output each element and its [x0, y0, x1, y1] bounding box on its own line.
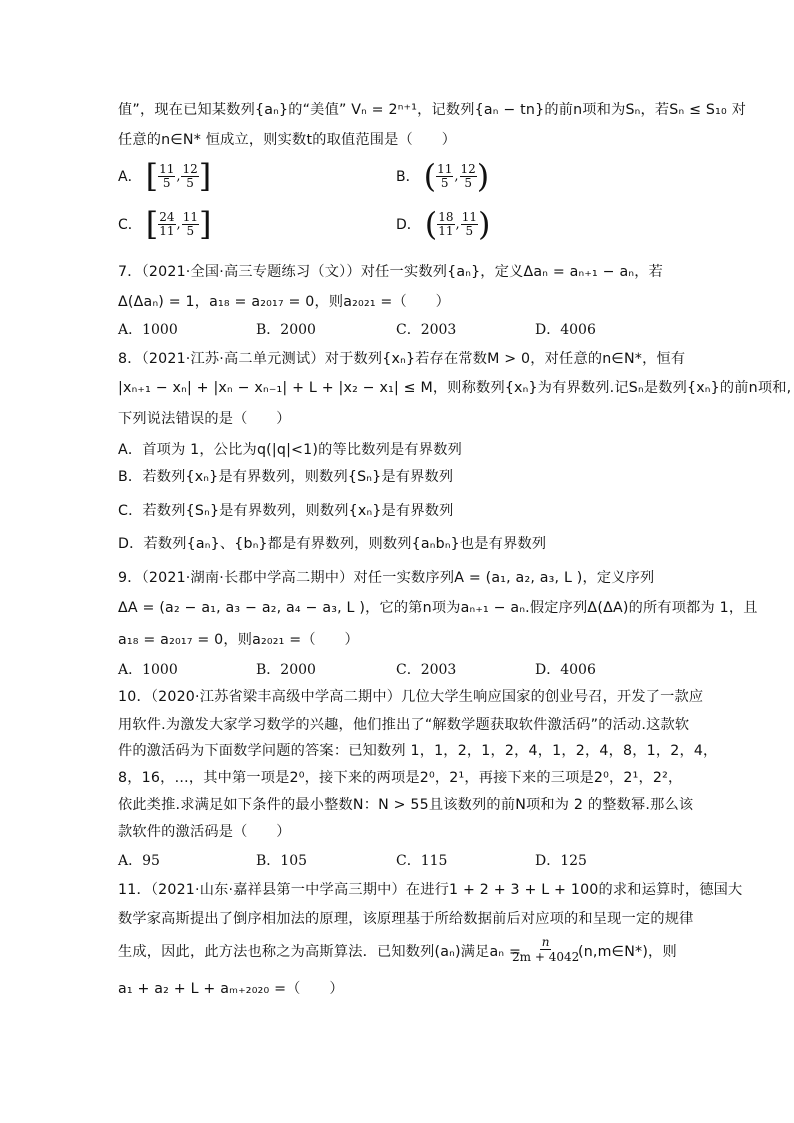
- q8-text-line1: 8．（2021·江苏·高二单元测试）对于数列{xₙ}若存在常数M > 0，对任意的n∈N*，恒有: [118, 351, 686, 367]
- q7-text-line1: 7．（2021·全国·高三专题练习（文））对任一实数列{aₙ}，定义Δaₙ = aₙ₊₁ − aₙ，若: [118, 264, 663, 280]
- q9-text-line1: 9．（2021·湖南·长郡中学高二期中）对任一实数序列A = (a₁, a₂, a₃, L )，定义序列: [118, 570, 655, 586]
- q6-option-a: A． [ $\frac{11}{5}$ , $\frac{12}{5}$ ]: [118, 157, 212, 195]
- q9-option-a: A．1000: [118, 662, 178, 678]
- q7-option-a: A．1000: [118, 322, 178, 338]
- q6-option-c: C． [ $\frac{24}{11}$ , $\frac{11}{5}$ ]: [118, 205, 212, 243]
- q11-text-line3b: (n,m∈N*)，则: [578, 944, 677, 960]
- q8-option-b: B．若数列{xₙ}是有界数列，则数列{Sₙ}是有界数列: [118, 469, 454, 485]
- q10-text-line5: 依此类推.求满足如下条件的最小整数N：N > 55且该数列的前N项和为 2 的整数幂.那么该: [118, 797, 694, 813]
- q6-option-b: B． ( $\frac{11}{5}$ , $\frac{12}{5}$ ): [396, 157, 490, 195]
- q9-option-c: C．2003: [396, 662, 457, 678]
- q8-option-c: C．若数列{Sₙ}是有界数列，则数列{xₙ}是有界数列: [118, 503, 454, 519]
- q10-text-line2: 用软件.为激发大家学习数学的兴趣，他们推出了“解数学题获取软件激活码”的活动.这款软: [118, 717, 690, 733]
- q8-text-line3: 下列说法错误的是（ ）: [118, 411, 291, 427]
- q9-text-line2: ΔA = (a₂ − a₁, a₃ − a₂, a₄ − a₃, L )，它的第n项为aₙ₊₁ − aₙ.假定序列Δ(ΔA)的所有项都为 1，且: [118, 600, 758, 616]
- q10-option-c: C．115: [396, 853, 448, 869]
- q8-option-a: A．首项为 1，公比为q(|q|<1)的等比数列是有界数列: [118, 442, 462, 458]
- q11-text-line2: 数学家高斯提出了倒序相加法的原理，该原理基于所给数据前后对应项的和呈现一定的规律: [118, 911, 694, 927]
- q11-fraction: $\frac{n}{2m + 4042}$: [512, 935, 580, 964]
- q11-text-line4: a₁ + a₂ + L + aₘ₊₂₀₂₀ =（ ）: [118, 981, 344, 997]
- q10-text-line1: 10．（2020·江苏省梁丰高级中学高二期中）几位大学生响应国家的创业号召，开发了一款应: [118, 689, 704, 705]
- q11-text-line1: 11．（2021·山东·嘉祥县第一中学高三期中）在进行1 + 2 + 3 + L + 100的求和运算时，德国大: [118, 882, 743, 898]
- q9-option-d: D．4006: [535, 662, 596, 678]
- q7-option-b: B．2000: [256, 322, 316, 338]
- q8-option-d: D．若数列{aₙ}、{bₙ}都是有界数列，则数列{aₙbₙ}也是有界数列: [118, 536, 547, 552]
- q6-text-line1: 值”，现在已知某数列{aₙ}的“美值” Vₙ = 2ⁿ⁺¹，记数列{aₙ − tn}的前n项和为Sₙ，若Sₙ ≤ S₁₀ 对: [118, 102, 746, 118]
- q10-option-d: D．125: [535, 853, 587, 869]
- q9-option-b: B．2000: [256, 662, 316, 678]
- q7-option-c: C．2003: [396, 322, 457, 338]
- q10-text-line4: 8，16，…，其中第一项是2⁰，接下来的两项是2⁰，2¹，再接下来的三项是2⁰，2¹，2²，: [118, 770, 683, 786]
- q10-options: [118, 851, 688, 871]
- q7-options: [118, 320, 688, 340]
- q6-option-d: D． ( $\frac{18}{11}$ , $\frac{11}{5}$ ): [396, 205, 491, 243]
- q9-text-line3: a₁₈ = a₂₀₁₇ = 0，则a₂₀₂₁ =（ ）: [118, 632, 359, 648]
- q10-option-b: B．105: [256, 853, 308, 869]
- q10-text-line3: 件的激活码为下面数学问题的答案：已知数列 1，1，2，1，2，4，1，2，4，8，1，2，4，: [118, 743, 718, 759]
- q9-options: [118, 660, 688, 680]
- q7-option-d: D．4006: [535, 322, 596, 338]
- q6-text-line2: 任意的n∈N* 恒成立，则实数t的取值范围是（ ）: [118, 132, 457, 148]
- q8-text-line2: |xₙ₊₁ − xₙ| + |xₙ − xₙ₋₁| + L + |x₂ − x₁| ≤ M，则称数列{xₙ}为有界数列.记Sₙ是数列{xₙ}的前n项和,: [118, 380, 792, 396]
- q10-text-line6: 款软件的激活码是（ ）: [118, 824, 291, 840]
- q11-text-line3a: 生成，因此，此方法也称之为高斯算法．已知数列(aₙ)满足aₙ =: [118, 944, 522, 960]
- q10-option-a: A．95: [118, 853, 160, 869]
- q7-text-line2: Δ(Δaₙ) = 1，a₁₈ = a₂₀₁₇ = 0，则a₂₀₂₁ =（ ）: [118, 294, 451, 310]
